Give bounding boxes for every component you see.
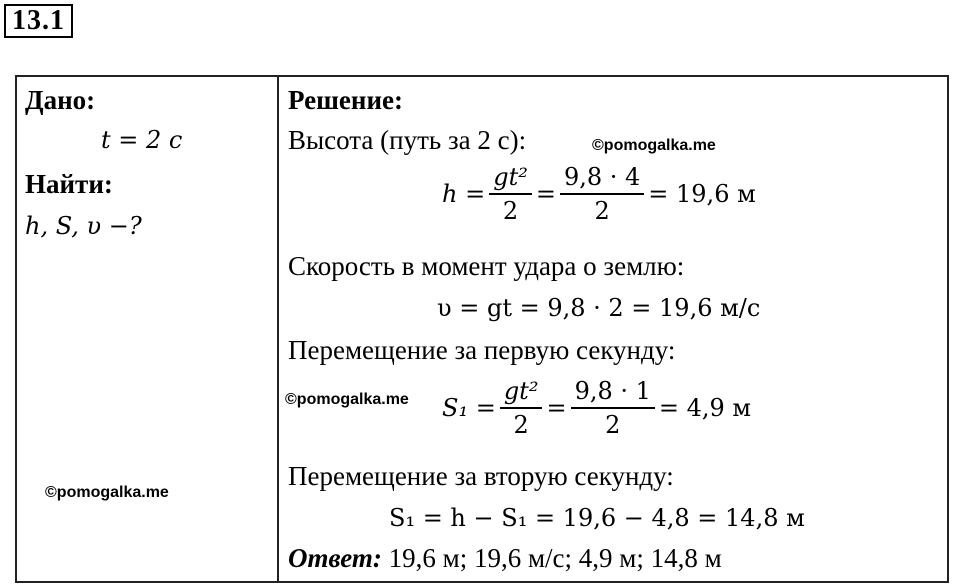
step2-label: Скорость в момент удара о землю: [288, 251, 685, 281]
fraction: $\frac{9,8 \cdot 1}{2}$ [571, 375, 655, 441]
given-heading: Дано: [25, 85, 96, 115]
watermark: ©pomogalka.me [592, 137, 716, 154]
step3-label: Перемещение за первую секунду: [288, 335, 676, 365]
height-formula: h = $\frac{\text{gt²}}{2}$ = $\frac{9,8 \cdot 4}{2}$ = 19,6 м [442, 163, 756, 225]
formula-lhs: h = [442, 180, 486, 208]
s2-formula: S₁ = h − S₁ = 19,6 − 4,8 = 14,8 м [389, 504, 805, 532]
solution-table [15, 75, 949, 583]
fraction: $\frac{\text{gt²}}{2}$ [489, 161, 532, 227]
answer-label: Ответ: [288, 543, 382, 573]
step1-label: Высота (путь за 2 с): [288, 125, 527, 155]
fraction: $\frac{9,8 \cdot 4}{2}$ [560, 161, 644, 227]
answer-line [288, 543, 722, 573]
formula-result: = 19,6 м [648, 180, 756, 208]
velocity-formula: υ = gt = 9,8 · 2 = 19,6 м/с [437, 294, 761, 322]
problem-number: 13.1 [4, 4, 73, 38]
watermark: ©pomogalka.me [45, 484, 169, 501]
find-value: h, S, υ −? [25, 212, 142, 240]
column-divider [277, 77, 279, 581]
watermark: ©pomogalka.me [285, 391, 409, 408]
find-heading: Найти: [25, 169, 113, 199]
fraction: $\frac{\text{gt²}}{2}$ [500, 375, 543, 441]
s1-formula: S₁ = $\frac{\text{gt²}}{2}$ = $\frac{9,8 \cdot 1}{2}$ = 4,9 м [442, 377, 752, 439]
answer-value: 19,6 м; 19,6 м/с; 4,9 м; 14,8 м [388, 543, 722, 573]
given-value: t = 2 с [101, 126, 183, 154]
step4-label: Перемещение за вторую секунду: [288, 461, 674, 491]
solution-heading: Решение: [288, 85, 403, 115]
